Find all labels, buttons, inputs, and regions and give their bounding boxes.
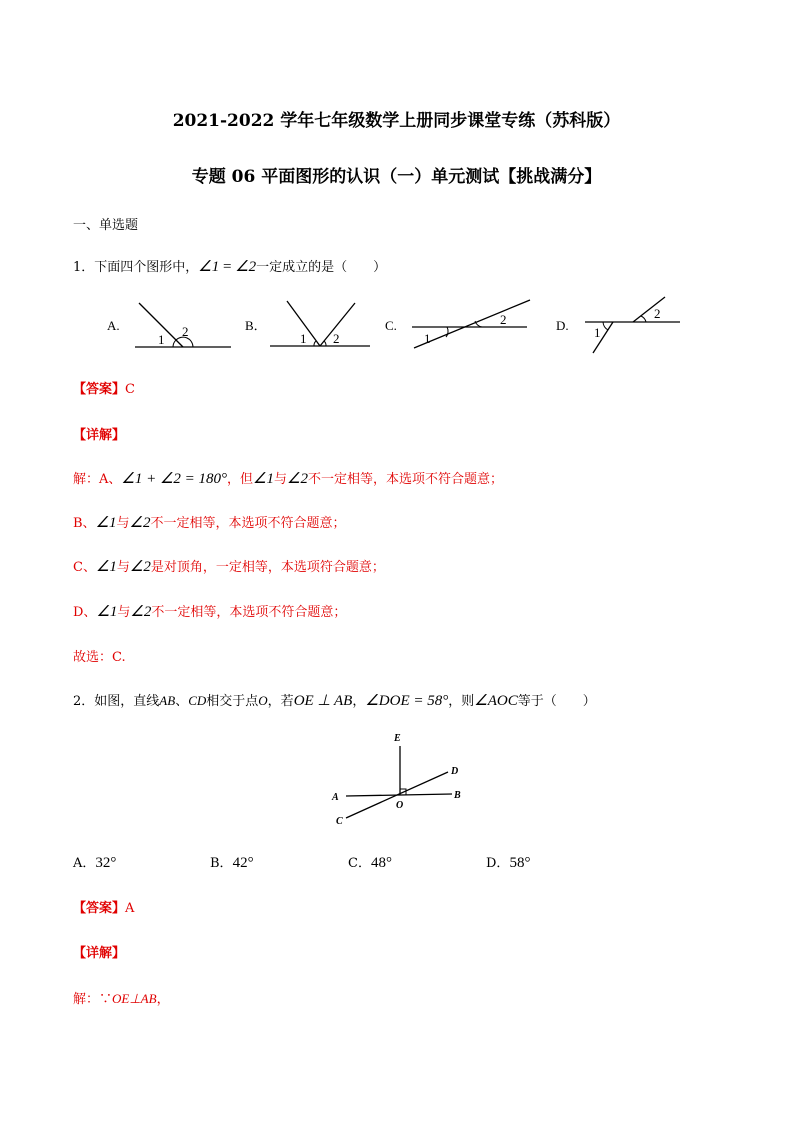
- angle-sum-equation: ∠1 + ∠2 = 180°: [121, 471, 228, 487]
- solution-prefix: B、: [73, 516, 96, 531]
- solution-prefix: 解：A、: [73, 472, 122, 487]
- solution-text: 与: [274, 472, 288, 487]
- solution-prefix: 解：: [73, 992, 100, 1007]
- solution-line-a: [73, 468, 503, 488]
- solution-line-b: [73, 512, 346, 532]
- document-title: 2021-2022 学年七年级数学上册同步课堂专练（苏科版）: [172, 111, 621, 131]
- fig-label-1: 1: [594, 325, 601, 340]
- question-1-figures: [0, 288, 793, 358]
- point-o: O: [258, 693, 268, 708]
- solution-text: ，但: [227, 472, 254, 487]
- question-text: 如图，直线: [94, 694, 160, 709]
- angle-2: ∠2: [235, 259, 257, 275]
- option-b[interactable]: [210, 852, 254, 872]
- solution-prefix: D、: [73, 605, 97, 620]
- solution-line-d: [73, 601, 346, 621]
- fig-label-2: 2: [333, 331, 340, 346]
- perpendicular-expression: OE ⊥ AB: [293, 693, 353, 709]
- angle-2: ∠2: [129, 559, 151, 575]
- question-number: 1．: [73, 260, 95, 275]
- detail-tag: 【详解】: [73, 946, 126, 961]
- angle-1: ∠1: [95, 559, 117, 575]
- option-value: 42°: [232, 855, 254, 871]
- solution-line-c: [73, 556, 385, 576]
- solution-text: 是对顶角，一定相等，本选项符合题意；: [150, 560, 385, 575]
- question-text: 、: [175, 694, 189, 709]
- option-value: 58°: [509, 855, 531, 871]
- line-ab: AB: [159, 693, 176, 708]
- answer-value: A: [125, 901, 135, 916]
- angle-2: ∠2: [130, 604, 152, 620]
- question-2-stem: [73, 690, 596, 710]
- equals-sign: =: [219, 259, 236, 275]
- fig-label-1: 1: [300, 331, 307, 346]
- solution-text: 不一定相等，本选项不符合题意；: [307, 472, 503, 487]
- solution-text: 不一定相等，本选项不符合题意；: [150, 516, 346, 531]
- because-symbol: ∵: [99, 992, 113, 1007]
- question-text: 等于（ ）: [517, 694, 596, 709]
- option-label: D．: [486, 856, 510, 871]
- option-value: 32°: [95, 855, 117, 871]
- question-text: ，: [352, 694, 366, 709]
- solution-line-q2: [73, 988, 170, 1007]
- document-subtitle: 专题 06 平面图形的认识（一）单元测试【挑战满分】: [191, 167, 602, 187]
- question-text: 一定成立的是（ ）: [256, 260, 387, 275]
- label-e: E: [394, 733, 401, 744]
- angle-2: ∠2: [129, 515, 151, 531]
- fig-label-2: 2: [654, 306, 661, 321]
- option-label: A．: [73, 856, 96, 871]
- fig-label-2: 2: [182, 324, 189, 339]
- fig-label-2: 2: [500, 312, 507, 327]
- option-label: C．: [348, 856, 371, 871]
- section-label: 一、单选题: [73, 218, 139, 233]
- fig-label-1: 1: [424, 331, 431, 346]
- label-o: O: [396, 800, 404, 811]
- solution-text: 与: [116, 516, 130, 531]
- label-a: A: [332, 792, 339, 803]
- detail-tag: 【详解】: [73, 428, 126, 443]
- answer-1: [73, 378, 135, 397]
- answer-tag: 【答案】: [73, 901, 126, 916]
- figure-c: [412, 300, 530, 348]
- solution-text: 与: [116, 560, 130, 575]
- option-c[interactable]: [348, 852, 392, 872]
- question-text: 相交于点: [206, 694, 259, 709]
- label-c: C: [336, 816, 343, 827]
- question-1-stem: [73, 256, 386, 276]
- angle-doe-equation: ∠DOE = 58°: [365, 693, 449, 709]
- label-b: B: [454, 790, 461, 801]
- option-c-label: C.: [385, 318, 397, 333]
- option-d-label: D.: [556, 318, 569, 333]
- option-d[interactable]: [486, 852, 530, 872]
- option-a[interactable]: [73, 852, 116, 872]
- figure-d: [585, 297, 680, 353]
- conclusion-1: 故选：C.: [73, 650, 126, 665]
- option-label: B．: [210, 856, 233, 871]
- question-2-figure: [320, 728, 480, 828]
- figure-a: [135, 303, 231, 347]
- angle-1: ∠1: [96, 604, 118, 620]
- fig-label-1: 1: [158, 332, 165, 347]
- solution-text: ，: [156, 992, 170, 1007]
- angle-1: ∠1: [95, 515, 117, 531]
- figure-b: [270, 301, 370, 346]
- angle-2: ∠2: [287, 471, 308, 487]
- question-text: ，若: [267, 694, 294, 709]
- option-b-label: B．: [245, 318, 267, 333]
- question-text: 下面四个图形中，: [94, 260, 199, 275]
- question-text: ，则: [448, 694, 475, 709]
- label-d: D: [451, 766, 459, 777]
- angle-aoc: ∠AOC: [474, 693, 518, 709]
- angle-1: ∠1: [253, 471, 274, 487]
- option-a-label: A.: [107, 318, 120, 333]
- perpendicular-expression: OE⊥AB: [112, 991, 157, 1006]
- line-cd: CD: [188, 693, 207, 708]
- question-number: 2．: [73, 694, 95, 709]
- angle-1: ∠1: [198, 259, 220, 275]
- solution-text: 与: [117, 605, 131, 620]
- solution-text: 不一定相等，本选项不符合题意；: [151, 605, 347, 620]
- answer-value: C: [125, 382, 135, 397]
- option-value: 48°: [370, 855, 392, 871]
- solution-prefix: C、: [73, 560, 96, 575]
- answer-2: [73, 897, 134, 916]
- answer-tag: 【答案】: [73, 382, 126, 397]
